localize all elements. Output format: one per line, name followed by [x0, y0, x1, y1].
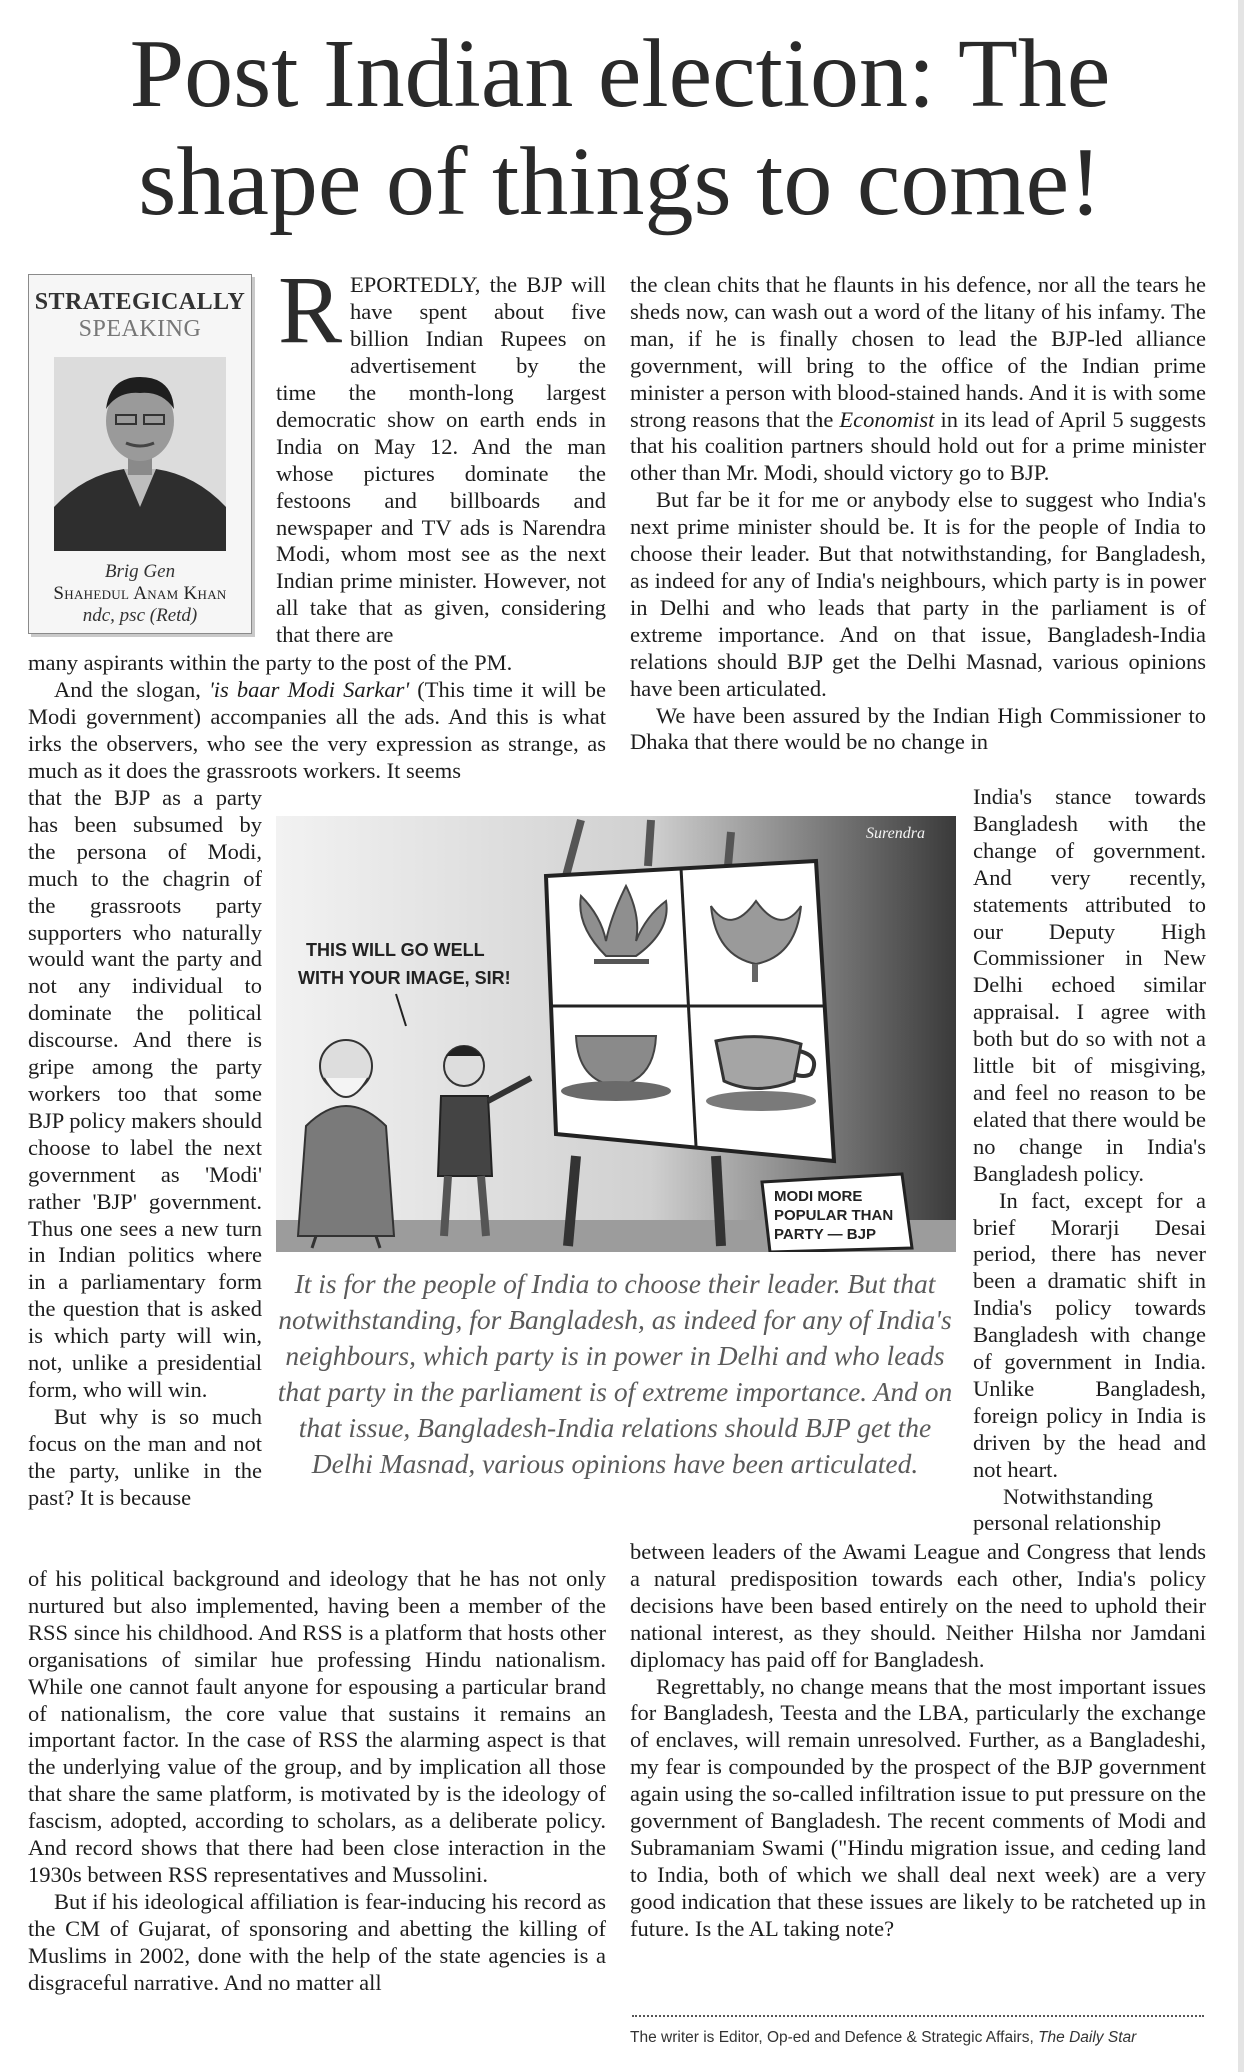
lead-tail: many aspirants within the party to the post of the PM. — [28, 650, 513, 675]
footer-divider — [632, 2015, 1204, 2017]
slogan-intro: And the slogan, — [54, 676, 209, 702]
slogan-rest: (This time it will be Modi government) accompanies all the ads. And this is what irks the observers, who see the very expression as strange, as much as it does the grassroots workers. It seems — [28, 676, 606, 783]
author-rank: Brig Gen — [104, 561, 176, 582]
cartoon-sign-2: POPULAR THAN — [774, 1207, 894, 1224]
economist-ref: Economist — [839, 406, 935, 432]
cartoon-speech-2: WITH YOUR IMAGE, SIR! — [298, 968, 511, 988]
editorial-cartoon — [276, 816, 956, 1252]
lead-line-4: advertisement by the — [350, 352, 606, 378]
column1-wide-block — [28, 650, 606, 785]
regrettably-paragraph: Regrettably, no change means that the most important issues for Bangladesh, Teesta and the LBA, particularly the exchange of enclaves, will remain unresolved. Further, as a Bangladeshi, my fear is compounded by the prospect of the BJP government again using the so-called infiltration issue to put pressure on the government of Bangladesh. The recent comments of Modi and Subramaniam Swami ("Hindu migration issue, and ceding land to India, both of which we shall deal next week) are a very good indication that these issues are likely to be ratcheted up in future. Is the AL taking note? — [630, 1673, 1206, 1941]
notwithstanding-start: Notwithstanding personal relationship — [973, 1483, 1162, 1536]
cartoon-sign-1: MODI MORE — [774, 1188, 863, 1205]
infamy-text: the clean chits that he flaunts in his defence, nor all the tears he sheds now, can wash out a word of the litany of his infamy. The man, if he is finally chosen to lead the BJP-led alliance government, will bring to the office of the Indian prime minister a person with blood-stained hands. And it is with some strong reasons that the — [630, 272, 1206, 432]
author-note-text: The writer is Editor, Op-ed and Defence & Strategic Affairs, — [630, 2029, 1039, 2046]
lead-text: time the month-long largest democratic show on earth ends in India on May 12. And the man whose pictures dominate the festoons and billboards and newspaper and TV ads is Narendra Modi, whom most see as the next Indian prime minister. However, not all take that as given, considering that there are — [276, 380, 606, 648]
rss-paragraph: of his political background and ideology that he has not only nurtured but also implemented, having been a member of the RSS since his childhood. And RSS is a platform that hosts other organisations of similar hue professing Hindu nationalism. While one cannot fault anyone for espousing a particular brand of nationalism, the core value that sustains it remains an important factor. In the case of RSS the alarming aspect is that the underlying value of the group, and by implication all those that share the same platform, is motivated by is the ideology of fascism, adopted, according to scholars, as a deliberate policy. And record shows that there had been close interaction in the 1930s between RSS representatives and Mussolini. — [28, 1566, 606, 1887]
subsumed-paragraph: that the BJP as a party has been subsumed by the persona of Modi, much to the chagrin of the grassroots party supporters who naturally would want the party and not any individual to dominate the political discourse. And there is gripe among the party workers too that some BJP policy makers should choose to label the next government as 'Modi' rather 'BJP' government. Thus one sees a new turn in Indian politics where in a parliamentary form the question that is asked is which party will win, not, unlike a presidential form, who will win. — [28, 785, 262, 1402]
headline-line-2: shape of things to come! — [138, 128, 1102, 236]
cartoon-speech-1: THIS WILL GO WELL — [306, 940, 485, 960]
lead-line-1: EPORTEDLY, the BJP will — [350, 272, 606, 297]
lead-line-2: have spent about five — [350, 298, 606, 324]
infamy-text-end: in its lead of April 5 suggests that his coalition partners should hold out for a prime minister other than Mr. Modi, should victory go to BJP. — [630, 406, 1206, 486]
focus-paragraph-start: But why is so much focus on the man and not the party, unlike in the past? It is because — [28, 1403, 262, 1510]
column1-narrow-block — [28, 785, 262, 1511]
column1-bottom-block — [28, 1566, 606, 1997]
lead-paragraph-continued — [276, 380, 606, 649]
column2-narrow-block — [973, 784, 1206, 1537]
lead-line-3: billion Indian Rupees on — [350, 325, 606, 351]
gujarat-paragraph: But if his ideological affiliation is fear-inducing his record as the CM of Gujarat, of sponsoring and abetting the killing of Muslims in 2002, done with the help of the state agencies is a disgraceful narrative. And no matter all — [28, 1888, 606, 1995]
cartoon-sign-3: PARTY — BJP — [774, 1226, 876, 1243]
page-edge — [1238, 0, 1244, 2072]
slogan-text: 'is baar Modi Sarkar' — [208, 676, 410, 702]
notwithstanding-cont: between leaders of the Awami League and Congress that lends a natural predisposition towards each other, India's policy decisions have been based entirely on the need to uphold their national interest, as they should. Neither Hilsha nor Jamdani diplomacy has paid off for Bangladesh. — [630, 1539, 1206, 1672]
columnist-box — [28, 274, 252, 634]
column2-top-block — [630, 272, 1206, 756]
headline — [60, 20, 1180, 236]
infamy-paragraph — [630, 272, 1206, 487]
assured-paragraph-start: We have been assured by the Indian High Commissioner to Dhaka that there would be no change in — [630, 702, 1206, 755]
lead-first-lines — [350, 272, 606, 380]
assured-paragraph-cont: India's stance towards Bangladesh with the change of government. And very recently, statements attributed to our Deputy High Commissioner in New Delhi echoed similar appraisal. I agree with both but do so with not a little bit of misgiving, and feel no reason to be elated that there would be no change in India's Bangladesh policy. — [973, 784, 1206, 1186]
column2-bottom-block — [630, 1539, 1206, 1943]
column-title: STRATEGICALLY — [34, 289, 246, 315]
author-credentials: ndc, psc (Retd) — [82, 605, 198, 626]
column-subtitle: SPEAKING — [78, 316, 202, 342]
choice-paragraph: But far be it for me or anybody else to suggest who India's next prime minister should be. It is for the people of India to choose their leader. But that notwithstanding, for Bangladesh, as indeed for any of India's neighbours, which party is in power in Delhi and who leads that party in the parliament is of extreme importance. And on that issue, Bangladesh-India relations should BJP get the Delhi Masnad, various opinions have been articulated. — [630, 487, 1206, 701]
desai-paragraph: In fact, except for a brief Morarji Desai period, there has never been a dramatic shift in India's policy towards Bangladesh with change of government in India. Unlike Bangladesh, foreign policy in India is driven by the head and not heart. — [973, 1187, 1206, 1482]
author-photo — [54, 357, 226, 551]
cartoon-signature: Surendra — [866, 825, 925, 842]
author-note — [630, 2029, 1230, 2047]
slogan-paragraph — [28, 677, 606, 785]
publication-name: The Daily Star — [1038, 2029, 1137, 2046]
pull-quote: It is for the people of India to choose their leader. But that notwithstanding, for Bangladesh, as indeed for any of India's neighbours, which party is in power in Delhi and who leads that party in the parliament is of extreme importance. And on that issue, Bangladesh-India relations should BJP get the Delhi Masnad, various opinions have been articulated. — [277, 1268, 953, 1479]
author-name: Shahedul Anam Khan — [53, 583, 227, 604]
drop-cap: R — [278, 256, 343, 363]
headline-line-1: Post Indian election: The — [129, 20, 1111, 128]
